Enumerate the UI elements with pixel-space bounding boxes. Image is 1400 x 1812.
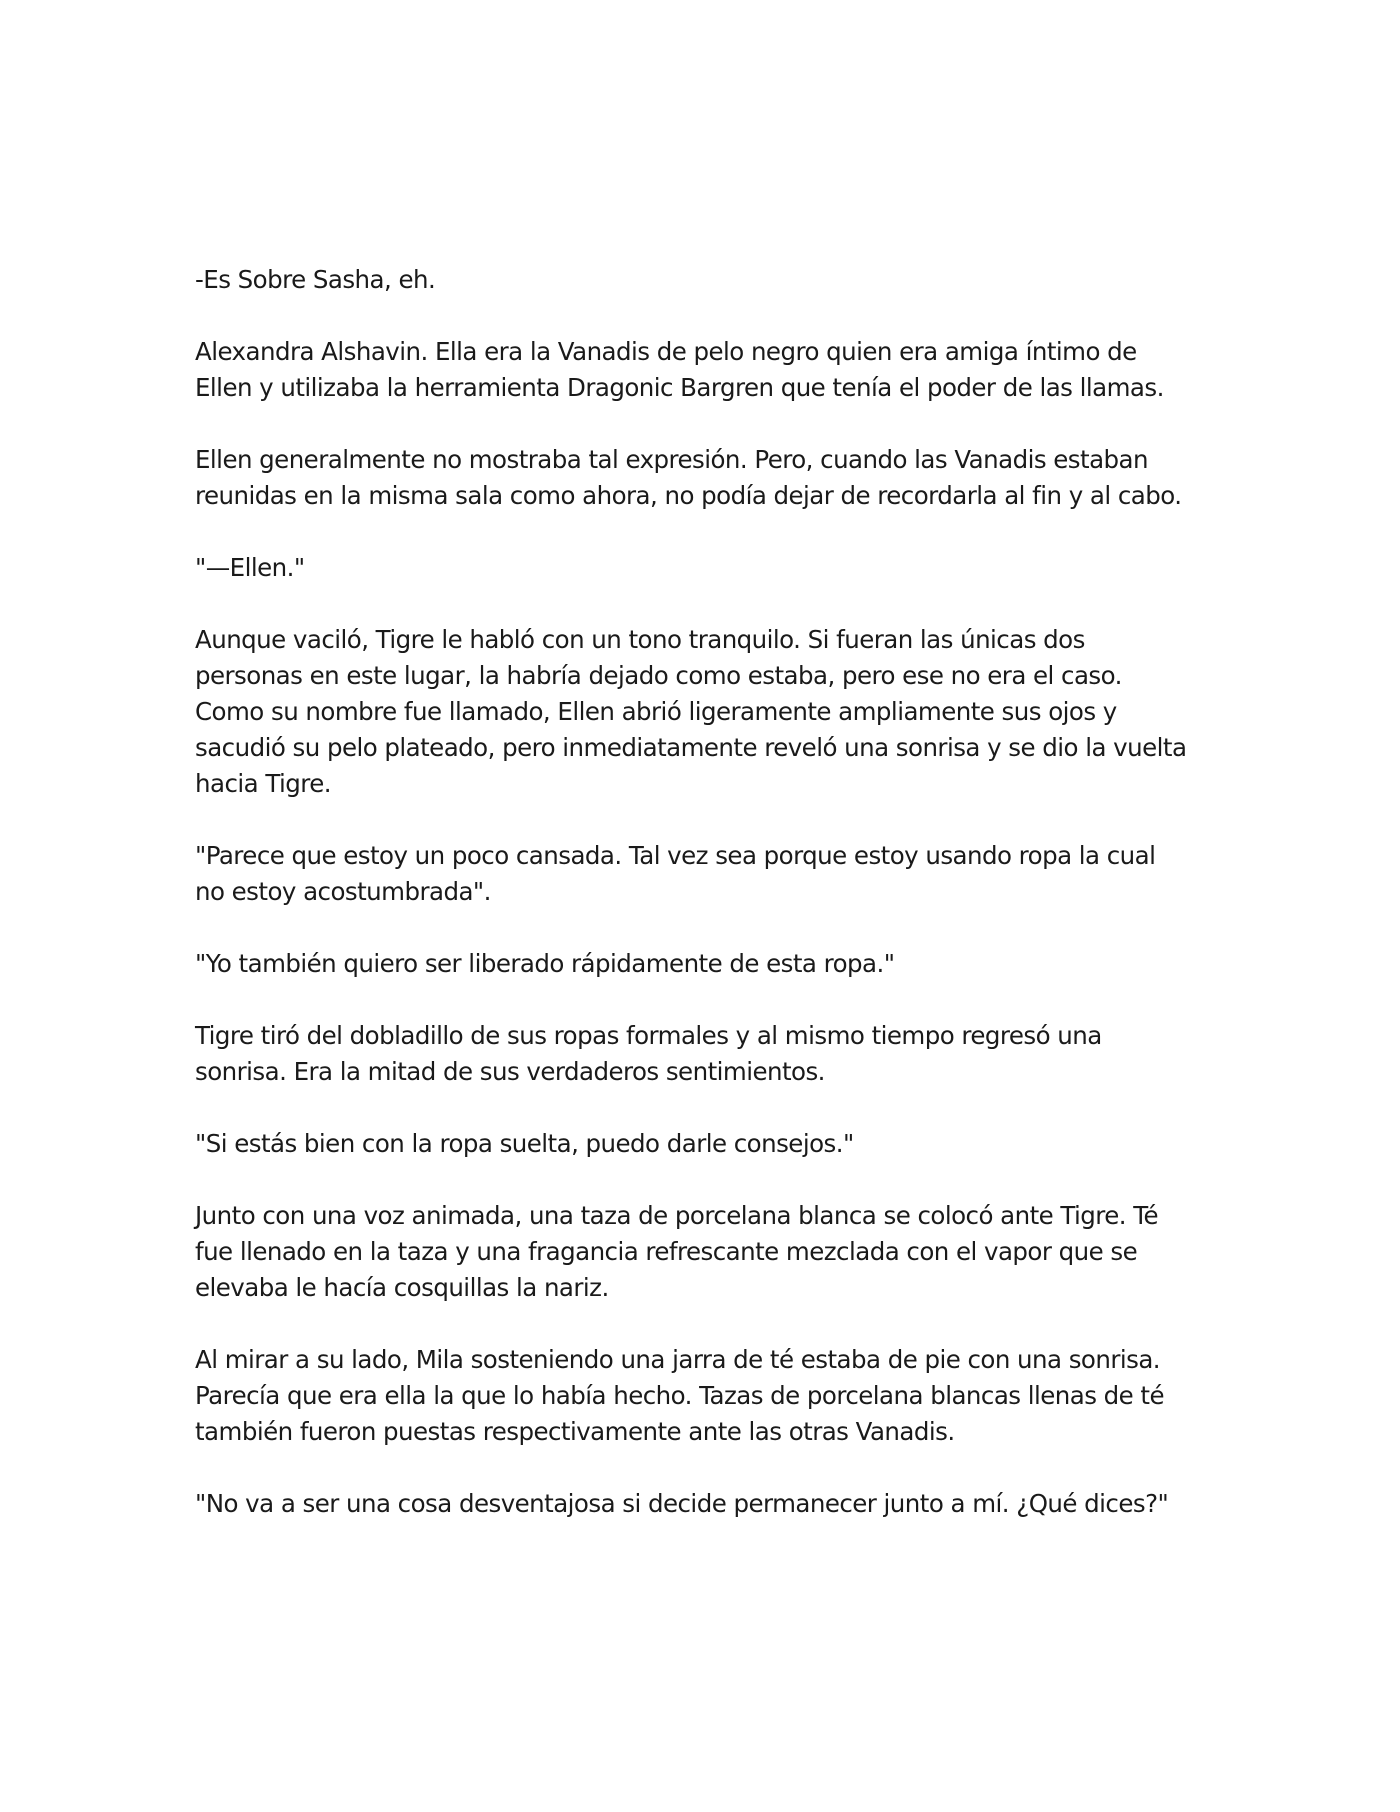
paragraph: Aunque vaciló, Tigre le habló con un tono tranquilo. Si fueran las únicas dos personas en este lugar, la habría dejado como estaba, pero ese no era el caso. Como su nombre fue llamado, Ellen abrió ligeramente ampliamente sus ojos y sacudió su pelo plateado, pero inmediatamente reveló una sonrisa y se dio la vuelta hacia Tigre.: [195, 625, 1187, 798]
paragraph: "Si estás bien con la ropa suelta, puedo darle consejos.": [195, 1129, 854, 1158]
paragraph: Tigre tiró del dobladillo de sus ropas formales y al mismo tiempo regresó una sonrisa. Era la mitad de sus verdaderos sentimientos.: [195, 1021, 1102, 1086]
paragraph: "—Ellen.": [195, 553, 305, 582]
paragraph: Al mirar a su lado, Mila sosteniendo una jarra de té estaba de pie con una sonrisa. Parecía que era ella la que lo había hecho. Tazas de porcelana blancas llenas de té también fueron puestas respectivamente ante las otras Vanadis.: [195, 1345, 1165, 1446]
document-body: [195, 262, 1235, 1558]
paragraph: "No va a ser una cosa desventajosa si decide permanecer junto a mí. ¿Qué dices?": [195, 1489, 1169, 1518]
paragraph: Alexandra Alshavin. Ella era la Vanadis de pelo negro quien era amiga íntimo de Ellen y utilizaba la herramienta Dragonic Bargren que tenía el poder de las llamas.: [195, 337, 1164, 402]
paragraph: -Es Sobre Sasha, eh.: [195, 265, 436, 294]
paragraph: Junto con una voz animada, una taza de porcelana blanca se colocó ante Tigre. Té fue llenado en la taza y una fragancia refrescante mezclada con el vapor que se elevaba le hacía cosquillas la nariz.: [195, 1201, 1159, 1302]
paragraph: "Parece que estoy un poco cansada. Tal vez sea porque estoy usando ropa la cual no estoy acostumbrada".: [195, 841, 1156, 906]
paragraph: "Yo también quiero ser liberado rápidamente de esta ropa.": [195, 949, 895, 978]
paragraph: Ellen generalmente no mostraba tal expresión. Pero, cuando las Vanadis estaban reunidas en la misma sala como ahora, no podía dejar de recordarla al fin y al cabo.: [195, 445, 1182, 510]
